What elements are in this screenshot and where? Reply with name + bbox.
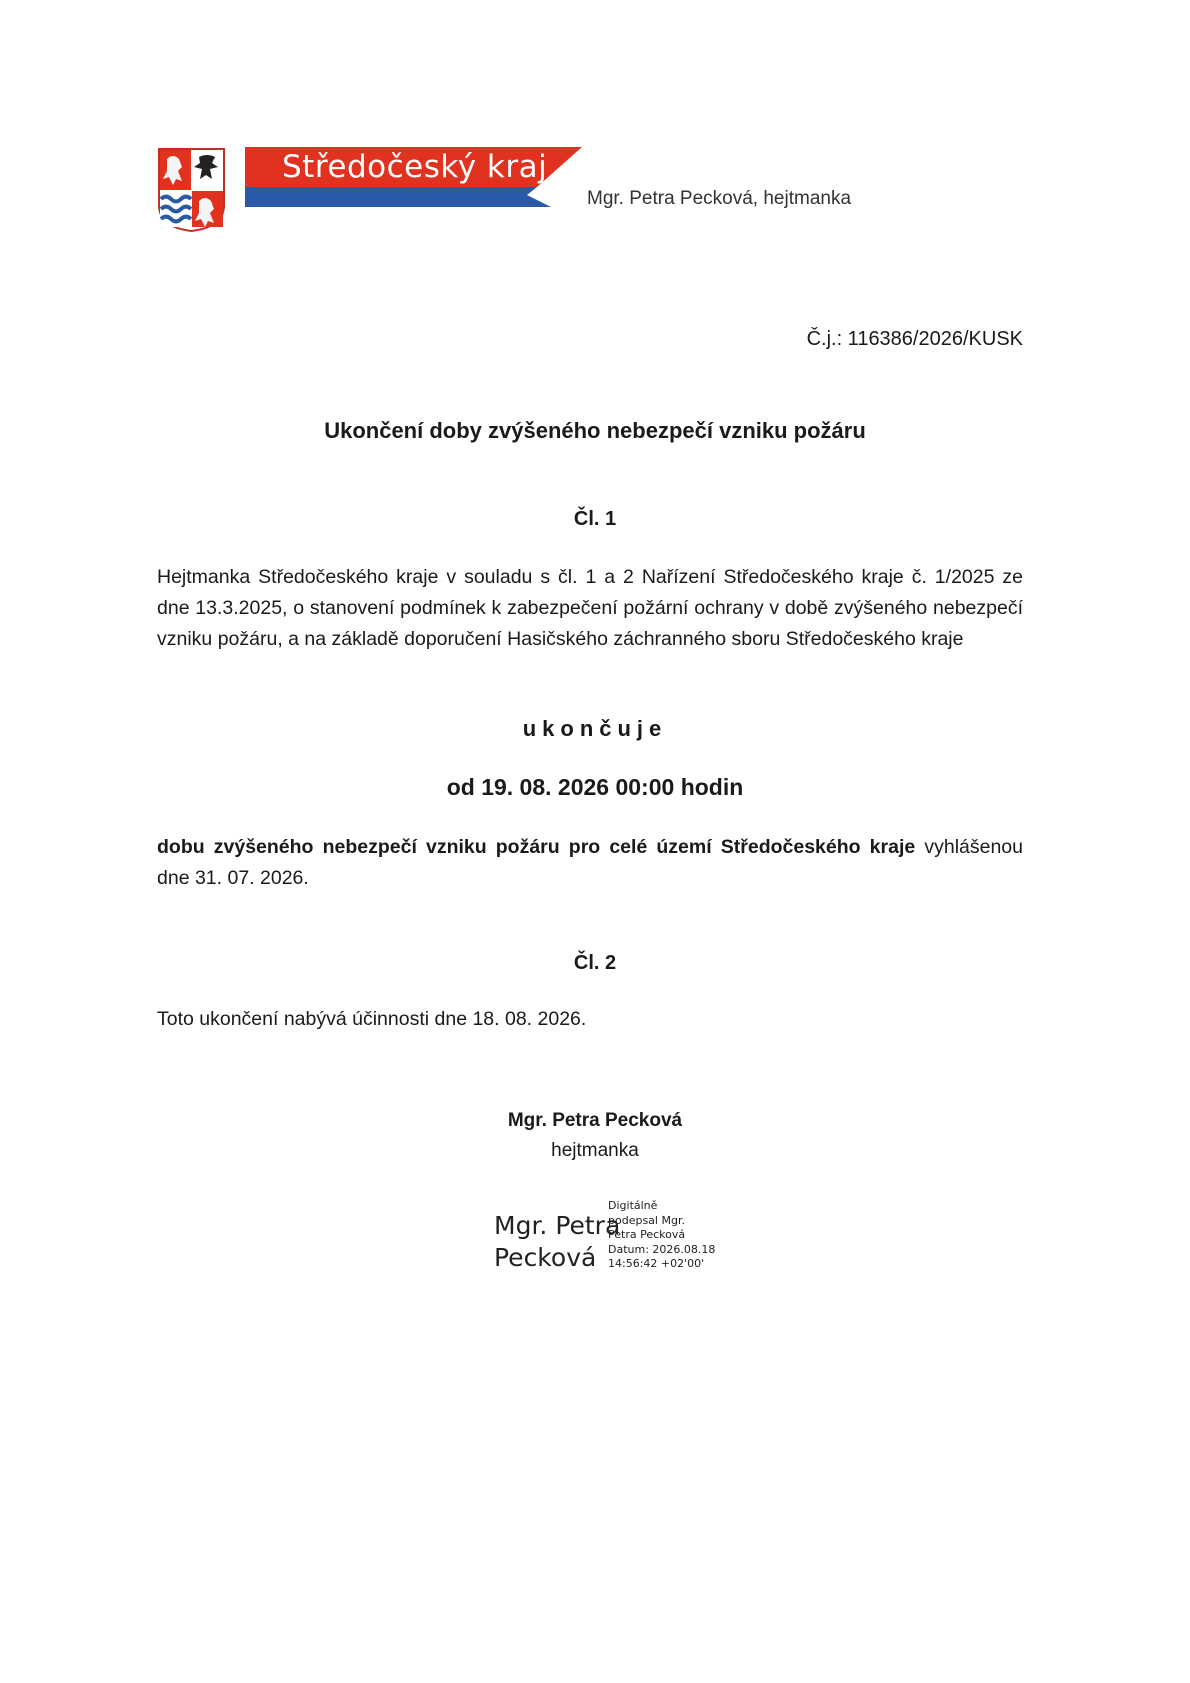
- digital-signature-meta-line: Digitálně: [608, 1199, 658, 1212]
- digital-signature-name: [494, 1210, 620, 1274]
- digital-signature-meta: [608, 1199, 715, 1272]
- article-2-text: Toto ukončení nabývá účinnosti dne 18. 08. 2026.: [157, 1008, 587, 1030]
- document-title: Ukončení doby zvýšeného nebezpečí vzniku požáru: [324, 418, 866, 443]
- digital-signature-name-line1: Mgr. Petra: [494, 1211, 621, 1240]
- digital-signature-meta-line: podepsal Mgr.: [608, 1213, 685, 1227]
- decision-subject-bold: dobu zvýšeného nebezpečí vzniku požáru pro celé území Středočeského kraje: [157, 836, 916, 858]
- decision-subject-rest: vyhlášenou dne 31. 07. 2026.: [157, 836, 1023, 889]
- digital-signature-meta-line: Datum: 2026.08.18: [608, 1242, 716, 1256]
- digital-signature-name-line2: Pecková: [494, 1243, 597, 1272]
- header-official-name: Mgr. Petra Pecková, hejtmanka: [587, 188, 852, 209]
- digital-signature-meta-line: Petra Pecková: [608, 1228, 686, 1241]
- article-2-heading: Čl. 2: [573, 952, 617, 974]
- decision-from-date: od 19. 08. 2026 00:00 hodin: [446, 774, 744, 800]
- coat-of-arms-icon: [157, 147, 226, 233]
- banner-title: Středočeský kraj: [282, 149, 548, 185]
- decision-subject: [157, 832, 1023, 894]
- reference-number: Č.j.: 116386/2026/KUSK: [806, 328, 1023, 350]
- decision-verb: ukončuje: [522, 716, 668, 741]
- signatory-role: hejtmanka: [551, 1140, 639, 1161]
- article-1-text: Hejtmanka Středočeského kraje v souladu s čl. 1 a 2 Nařízení Středočeského kraje č. 1/2025 ze dne 13.3.2025, o stanovení podmínek k zabezpečení požární ochrany v době zvýšeného nebezpečí vzniku požáru, a na základě doporučení Hasičského záchranného sboru Středočeského kraje: [157, 566, 1023, 650]
- signatory-name: Mgr. Petra Pecková: [507, 1110, 683, 1131]
- article-1-heading: Čl. 1: [573, 508, 617, 530]
- digital-signature-meta-line: 14:56:42 +02'00': [608, 1257, 705, 1270]
